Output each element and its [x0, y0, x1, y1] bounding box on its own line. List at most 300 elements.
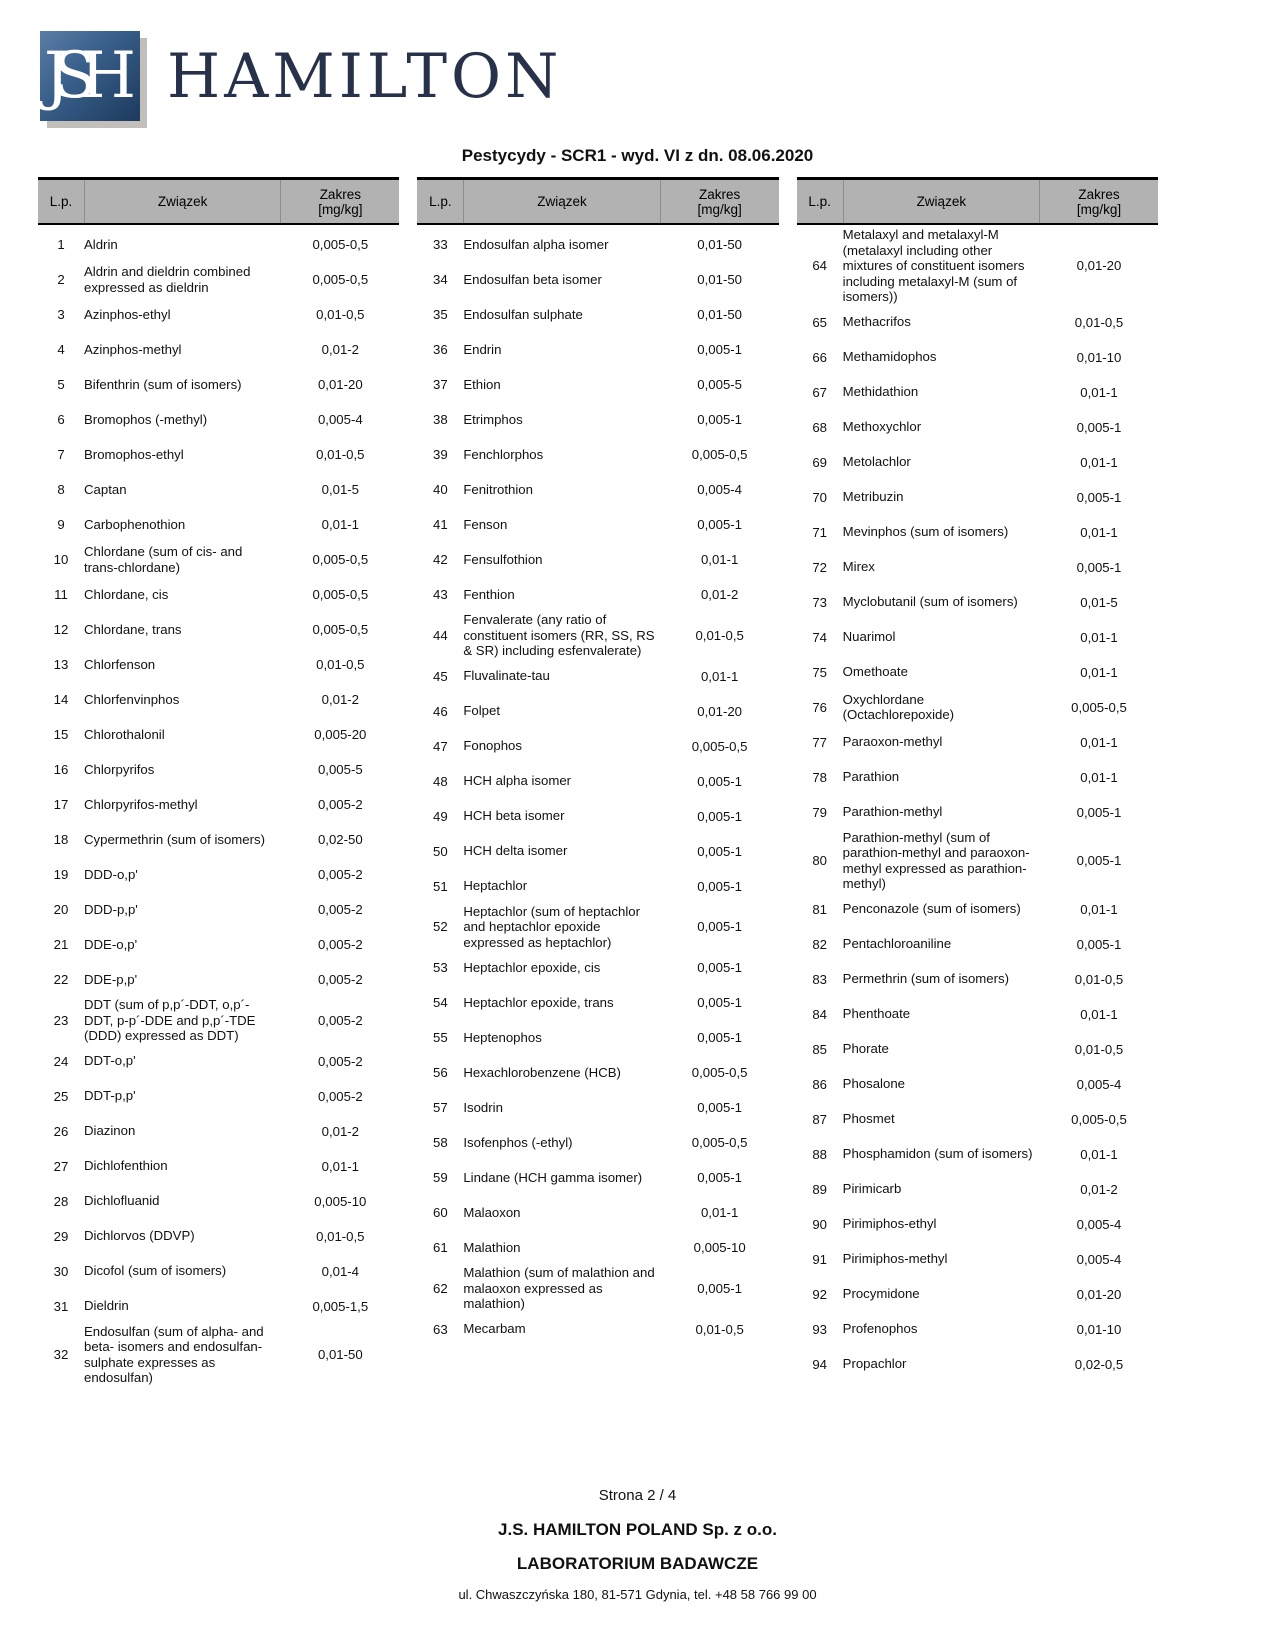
- table-row: [38, 1114, 399, 1149]
- pesticide-table-3: [797, 177, 1158, 1386]
- row-range-value: 0,005-0,5: [312, 622, 369, 637]
- row-compound-name: Nuarimol: [842, 629, 896, 645]
- table-row: [797, 997, 1158, 1032]
- row-number: 54: [432, 995, 448, 1010]
- row-number: 92: [812, 1286, 827, 1302]
- table-row: [38, 1149, 399, 1184]
- table-header: [38, 177, 399, 225]
- table-row: [38, 822, 399, 857]
- table-row: [417, 869, 778, 904]
- table-row: [417, 1020, 778, 1055]
- row-compound-name: Hexachlorobenzene (HCB): [463, 1064, 621, 1080]
- table-row: [417, 1312, 778, 1347]
- row-number: 59: [432, 1170, 448, 1185]
- row-range-value: 0,01-1: [1080, 664, 1118, 680]
- row-compound-name: Dichlorvos (DDVP): [84, 1228, 195, 1244]
- table-row: [38, 402, 399, 437]
- row-number: 58: [432, 1135, 448, 1150]
- table-row: [417, 472, 778, 507]
- row-compound-name: Fenitrothion: [463, 481, 533, 497]
- row-compound-name: Fenthion: [463, 586, 515, 602]
- row-range-value: 0,01-0,5: [1074, 971, 1124, 987]
- row-compound-name: Paraoxon-methyl: [842, 734, 943, 750]
- row-compound-name: Captan: [84, 481, 127, 497]
- row-number: 36: [432, 342, 448, 357]
- row-range-value: 0,01-2: [321, 342, 360, 357]
- row-compound-name: Malaoxon: [463, 1204, 521, 1220]
- row-range-value: 0,01-1: [700, 1205, 739, 1220]
- row-compound-name: Bromophos (-methyl): [84, 411, 208, 427]
- row-compound-name: Methidathion: [842, 384, 919, 400]
- row-compound-name: Profenophos: [842, 1321, 918, 1337]
- row-number: 69: [812, 454, 827, 470]
- row-number: 56: [432, 1065, 448, 1080]
- row-range-value: 0,01-4: [321, 1263, 360, 1279]
- row-range-value: 0,01-10: [1076, 349, 1122, 365]
- row-range-value: 0,005-0,5: [691, 447, 748, 462]
- row-compound-name: Phosalone: [842, 1076, 905, 1092]
- row-number: 81: [812, 901, 827, 917]
- row-number: 29: [53, 1228, 69, 1244]
- row-number: 52: [432, 919, 448, 935]
- row-range-value: 0,005-0,5: [1071, 1111, 1127, 1127]
- table-row: [38, 717, 399, 752]
- row-range-value: 0,005-0,5: [312, 552, 369, 567]
- row-compound-name: DDT-o,p': [84, 1053, 136, 1069]
- row-range-value: 0,005-4: [317, 412, 363, 427]
- row-number: 53: [432, 960, 448, 975]
- row-number: 93: [812, 1321, 827, 1337]
- row-range-value: 0,01-0,5: [1074, 314, 1124, 330]
- row-compound-name: Heptachlor (sum of heptachlor and heptachlor epoxide expressed as heptachlor): [463, 903, 640, 950]
- table-row: [38, 1184, 399, 1219]
- table-header: [417, 177, 778, 225]
- row-number: 16: [53, 762, 69, 777]
- row-compound-name: DDD-p,p': [84, 901, 138, 917]
- table-row: [38, 682, 399, 717]
- row-number: 78: [812, 769, 827, 785]
- table-row: [417, 542, 778, 577]
- table-row: [797, 760, 1158, 795]
- row-range-value: 0,005-1: [1076, 489, 1122, 505]
- row-compound-name: Parathion-methyl: [842, 804, 943, 820]
- row-number: 62: [432, 1280, 448, 1296]
- row-range-value: 0,005-1: [697, 995, 743, 1010]
- table-row: [417, 729, 778, 764]
- row-number: 64: [812, 258, 827, 274]
- row-number: 42: [432, 552, 448, 567]
- row-compound-name: HCH alpha isomer: [463, 773, 572, 789]
- row-range-value: 0,01-1: [1080, 384, 1118, 400]
- row-compound-name: Endrin: [463, 341, 502, 357]
- table-row: [38, 367, 399, 402]
- row-number: 22: [53, 972, 69, 987]
- row-range-value: 0,005-1: [697, 878, 743, 894]
- table-row: [797, 1207, 1158, 1242]
- row-range-value: 0,01-1: [700, 668, 739, 684]
- brand-header: [0, 0, 1275, 121]
- row-number: 33: [432, 237, 448, 252]
- brand-name: HAMILTON: [167, 40, 563, 112]
- row-range-value: 0,01-0,5: [316, 307, 365, 322]
- column-header-lp: L.p.: [429, 194, 452, 209]
- table-row: [417, 1125, 778, 1160]
- table-row: [38, 927, 399, 962]
- row-compound-name: Endosulfan beta isomer: [463, 271, 602, 287]
- row-range-value: 0,01-2: [321, 1123, 360, 1139]
- row-range-value: 0,005-1: [697, 412, 743, 427]
- row-number: 15: [53, 727, 69, 742]
- table-row: [417, 764, 778, 799]
- row-compound-name: Folpet: [463, 703, 500, 719]
- table-row: [797, 892, 1158, 927]
- table-row: [797, 690, 1158, 725]
- table-row: [38, 542, 399, 577]
- row-number: 41: [432, 517, 448, 532]
- table-row: [797, 340, 1158, 375]
- row-range-value: 0,005-20: [314, 727, 367, 742]
- row-range-value: 0,01-50: [697, 307, 743, 322]
- row-compound-name: Diazinon: [84, 1123, 136, 1139]
- row-number: 90: [812, 1216, 827, 1232]
- table-row: [797, 227, 1158, 305]
- row-range-value: 0,01-2: [700, 587, 739, 602]
- table-row: [38, 892, 399, 927]
- row-range-value: 0,01-1: [1080, 454, 1118, 470]
- row-range-value: 0,005-0,5: [691, 1065, 748, 1080]
- row-compound-name: Mecarbam: [463, 1321, 526, 1337]
- row-range-value: 0,01-1: [1080, 734, 1118, 750]
- row-compound-name: Malathion (sum of malathion and malaoxon expressed as malathion): [463, 1265, 655, 1311]
- row-range-value: 0,005-1: [697, 517, 743, 532]
- row-number: 79: [812, 804, 827, 820]
- row-number: 47: [432, 738, 448, 754]
- table-row: [797, 445, 1158, 480]
- table-row: [38, 577, 399, 612]
- table-row: [797, 1312, 1158, 1347]
- table-row: [417, 694, 778, 729]
- table-row: [797, 1067, 1158, 1102]
- row-compound-name: Metalaxyl and metalaxyl-M (metalaxyl including other mixtures of constituent isomers including metalaxyl-M (sum of isomers)): [842, 227, 1025, 304]
- page-title: Pestycydy - SCR1 - wyd. VI z dn. 08.06.2020: [461, 146, 814, 165]
- row-range-value: 0,01-1: [700, 552, 739, 567]
- table-body: [797, 225, 1158, 1382]
- row-compound-name: Omethoate: [842, 664, 908, 680]
- row-compound-name: Permethrin (sum of isomers): [842, 971, 1010, 987]
- row-range-value: 0,005-0,5: [691, 1135, 748, 1150]
- row-number: 67: [812, 384, 827, 400]
- row-compound-name: Myclobutanil (sum of isomers): [842, 594, 1018, 610]
- page-footer: [0, 1487, 1275, 1602]
- row-number: 17: [53, 797, 69, 812]
- row-range-value: 0,005-0,5: [312, 237, 369, 252]
- table-row: [38, 647, 399, 682]
- row-compound-name: Dichlofenthion: [84, 1158, 168, 1174]
- row-number: 12: [53, 622, 69, 637]
- table-row: [38, 332, 399, 367]
- row-compound-name: Propachlor: [842, 1356, 907, 1372]
- row-number: 88: [812, 1146, 827, 1162]
- row-compound-name: Phorate: [842, 1041, 889, 1057]
- row-range-value: 0,005-10: [693, 1240, 746, 1255]
- row-range-value: 0,01-1: [321, 517, 360, 532]
- row-number: 46: [432, 703, 448, 719]
- row-compound-name: Carbophenothion: [84, 516, 186, 532]
- row-range-value: 0,005-0,5: [1071, 699, 1127, 715]
- row-compound-name: Pentachloroaniline: [842, 936, 952, 952]
- row-range-value: 0,01-20: [1076, 258, 1122, 274]
- footer-lab-name: LABORATORIUM BADAWCZE: [516, 1554, 759, 1573]
- table-row: [797, 830, 1158, 892]
- table-row: [797, 410, 1158, 445]
- table-row: [38, 612, 399, 647]
- table-row: [417, 985, 778, 1020]
- table-body: [38, 225, 399, 1386]
- row-compound-name: Etrimphos: [463, 411, 523, 427]
- row-range-value: 0,005-1: [697, 843, 743, 859]
- row-range-value: 0,005-4: [1076, 1251, 1122, 1267]
- row-range-value: 0,01-5: [321, 482, 360, 497]
- row-compound-name: Pirimicarb: [842, 1181, 902, 1197]
- table-row: [38, 1044, 399, 1079]
- row-number: 75: [812, 664, 827, 680]
- table-row: [38, 1219, 399, 1254]
- row-number: 86: [812, 1076, 827, 1092]
- table-row: [417, 834, 778, 869]
- table-row: [417, 1090, 778, 1125]
- row-number: 82: [812, 936, 827, 952]
- row-compound-name: Heptachlor: [463, 878, 528, 894]
- row-range-value: 0,005-2: [317, 1088, 363, 1104]
- row-number: 6: [57, 412, 65, 427]
- row-compound-name: Oxychlordane (Octachlorepoxide): [842, 691, 955, 722]
- row-compound-name: Chlorothalonil: [84, 726, 165, 742]
- row-number: 4: [57, 342, 65, 357]
- row-compound-name: DDT-p,p': [84, 1088, 136, 1104]
- row-range-value: 0,005-5: [317, 762, 363, 777]
- table-row: [38, 227, 399, 262]
- table-row: [38, 1289, 399, 1324]
- row-compound-name: Methamidophos: [842, 349, 937, 365]
- table-row: [38, 437, 399, 472]
- table-row: [797, 620, 1158, 655]
- table-row: [417, 904, 778, 951]
- row-range-value: 0,005-2: [317, 1012, 363, 1028]
- page-number: Strona 2 / 4: [598, 1487, 677, 1504]
- row-compound-name: Heptachlor epoxide, cis: [463, 959, 601, 975]
- row-range-value: 0,005-1: [697, 919, 743, 935]
- table-row: [797, 795, 1158, 830]
- row-compound-name: Parathion: [842, 769, 900, 785]
- row-compound-name: DDT (sum of p,p´-DDT, o,p´-DDT, p-p´-DDE and p,p´-TDE (DDD) expressed as DDT): [84, 997, 256, 1043]
- row-range-value: 0,005-1: [697, 960, 743, 975]
- row-range-value: 0,005-0,5: [691, 738, 748, 754]
- table-row: [797, 927, 1158, 962]
- table-row: [38, 507, 399, 542]
- row-range-value: 0,01-0,5: [695, 627, 744, 643]
- table-row: [797, 585, 1158, 620]
- table-row: [797, 480, 1158, 515]
- row-range-value: 0,005-1: [697, 1280, 743, 1296]
- row-number: 24: [53, 1053, 69, 1069]
- row-range-value: 0,005-1: [1076, 559, 1122, 575]
- row-range-value: 0,01-1: [1080, 629, 1118, 645]
- row-number: 60: [432, 1205, 448, 1220]
- row-range-value: 0,02-0,5: [1074, 1356, 1124, 1372]
- footer-address: ul. Chwaszczyńska 180, 81-571 Gdynia, tel. +48 58 766 99 00: [458, 1587, 817, 1602]
- row-number: 51: [432, 878, 448, 894]
- tables-region: [38, 177, 1158, 1386]
- row-number: 85: [812, 1041, 827, 1057]
- range-header-line2: [mg/kg]: [1076, 201, 1122, 217]
- row-number: 91: [812, 1251, 827, 1267]
- table-row: [417, 950, 778, 985]
- table-row: [417, 402, 778, 437]
- row-number: 63: [432, 1321, 448, 1337]
- row-number: 9: [57, 517, 65, 532]
- column-header-compound: Związek: [84, 180, 280, 223]
- row-number: 94: [812, 1356, 827, 1372]
- row-compound-name: Chlorpyrifos: [84, 761, 155, 777]
- row-number: 50: [432, 843, 448, 859]
- row-range-value: 0,005-2: [317, 902, 363, 917]
- row-range-value: 0,02-50: [317, 832, 363, 847]
- row-number: 11: [54, 587, 68, 602]
- row-number: 39: [432, 447, 448, 462]
- row-compound-name: Bifenthrin (sum of isomers): [84, 376, 242, 392]
- row-compound-name: DDE-o,p': [84, 936, 138, 952]
- row-compound-name: Isodrin: [463, 1099, 503, 1115]
- row-compound-name: Fenson: [463, 516, 508, 532]
- row-compound-name: Metolachlor: [842, 454, 911, 470]
- row-range-value: 0,01-1: [1080, 524, 1118, 540]
- table-row: [417, 367, 778, 402]
- table-row: [417, 577, 778, 612]
- row-number: 72: [812, 559, 827, 575]
- row-number: 30: [53, 1263, 69, 1279]
- row-number: 48: [432, 773, 448, 789]
- row-compound-name: Cypermethrin (sum of isomers): [84, 831, 265, 847]
- table-row: [797, 1032, 1158, 1067]
- row-range-value: 0,01-50: [697, 237, 743, 252]
- table-row: [417, 297, 778, 332]
- row-compound-name: Ethion: [463, 376, 501, 392]
- row-range-value: 0,005-0,5: [312, 272, 369, 287]
- row-range-value: 0,005-2: [317, 797, 363, 812]
- row-compound-name: Heptachlor epoxide, trans: [463, 994, 614, 1010]
- table-row: [38, 1324, 399, 1386]
- row-compound-name: Endosulfan alpha isomer: [463, 236, 609, 252]
- row-range-value: 0,005-1,5: [312, 1298, 369, 1314]
- row-range-value: 0,005-4: [697, 482, 743, 497]
- row-range-value: 0,005-1: [697, 1100, 743, 1115]
- row-number: 10: [53, 552, 69, 567]
- range-header-line2: [mg/kg]: [697, 201, 742, 217]
- row-compound-name: Bromophos-ethyl: [84, 446, 184, 462]
- row-compound-name: Fensulfothion: [463, 551, 543, 567]
- row-number: 1: [57, 237, 65, 252]
- row-range-value: 0,01-1: [1080, 1006, 1118, 1022]
- company-logo: [40, 31, 140, 121]
- row-range-value: 0,01-1: [1080, 901, 1118, 917]
- row-number: 25: [53, 1088, 69, 1104]
- row-range-value: 0,005-1: [697, 773, 743, 789]
- row-number: 13: [53, 657, 69, 672]
- row-number: 21: [53, 937, 69, 952]
- column-header-lp: L.p.: [49, 194, 73, 209]
- row-range-value: 0,01-20: [697, 703, 743, 719]
- row-compound-name: Metribuzin: [842, 489, 904, 505]
- table-row: [38, 472, 399, 507]
- row-compound-name: Procymidone: [842, 1286, 920, 1302]
- row-number: 70: [812, 489, 827, 505]
- row-number: 73: [812, 594, 827, 610]
- table-row: [797, 1277, 1158, 1312]
- row-compound-name: Fluvalinate-tau: [463, 668, 550, 684]
- table-row: [797, 1102, 1158, 1137]
- row-number: 74: [812, 629, 827, 645]
- row-range-value: 0,005-1: [1076, 804, 1122, 820]
- row-number: 71: [812, 524, 827, 540]
- table-row: [417, 1055, 778, 1090]
- row-compound-name: DDD-o,p': [84, 866, 138, 882]
- row-range-value: 0,01-1: [321, 1158, 360, 1174]
- table-row: [417, 262, 778, 297]
- row-range-value: 0,005-10: [314, 1193, 367, 1209]
- row-compound-name: Azinphos-methyl: [84, 341, 182, 357]
- table-row: [417, 332, 778, 367]
- row-number: 43: [432, 587, 448, 602]
- row-number: 61: [432, 1240, 448, 1255]
- row-number: 89: [812, 1181, 827, 1197]
- row-range-value: 0,005-2: [317, 867, 363, 882]
- row-compound-name: Fenchlorphos: [463, 446, 544, 462]
- row-compound-name: Pirimiphos-methyl: [842, 1251, 948, 1267]
- row-range-value: 0,005-2: [317, 937, 363, 952]
- range-header-line1: Zakres: [699, 186, 741, 202]
- table-row: [417, 437, 778, 472]
- range-header-line1: Zakres: [319, 186, 361, 202]
- row-range-value: 0,005-2: [317, 1053, 363, 1069]
- row-compound-name: Phosphamidon (sum of isomers): [842, 1146, 1033, 1162]
- row-number: 84: [812, 1006, 827, 1022]
- row-compound-name: Mirex: [842, 559, 875, 575]
- row-number: 23: [53, 1012, 69, 1028]
- row-range-value: 0,005-4: [1076, 1076, 1122, 1092]
- row-number: 55: [432, 1030, 448, 1045]
- table-row: [38, 997, 399, 1044]
- table-header: [797, 177, 1158, 225]
- table-row: [38, 262, 399, 297]
- row-number: 20: [53, 902, 69, 917]
- table-row: [38, 962, 399, 997]
- row-compound-name: Heptenophos: [463, 1029, 542, 1045]
- row-number: 18: [53, 832, 69, 847]
- row-range-value: 0,005-5: [697, 377, 743, 392]
- row-number: 2: [57, 272, 65, 287]
- row-number: 76: [812, 699, 827, 715]
- row-compound-name: Chlorfenvinphos: [84, 691, 180, 707]
- row-number: 87: [812, 1111, 827, 1127]
- row-range-value: 0,005-1: [1076, 853, 1122, 868]
- row-number: 80: [812, 853, 827, 868]
- row-number: 37: [432, 377, 448, 392]
- row-compound-name: Malathion: [463, 1239, 521, 1255]
- row-range-value: 0,005-1: [697, 342, 743, 357]
- row-compound-name: DDE-p,p': [84, 971, 138, 987]
- table-row: [417, 1230, 778, 1265]
- row-number: 44: [432, 627, 448, 643]
